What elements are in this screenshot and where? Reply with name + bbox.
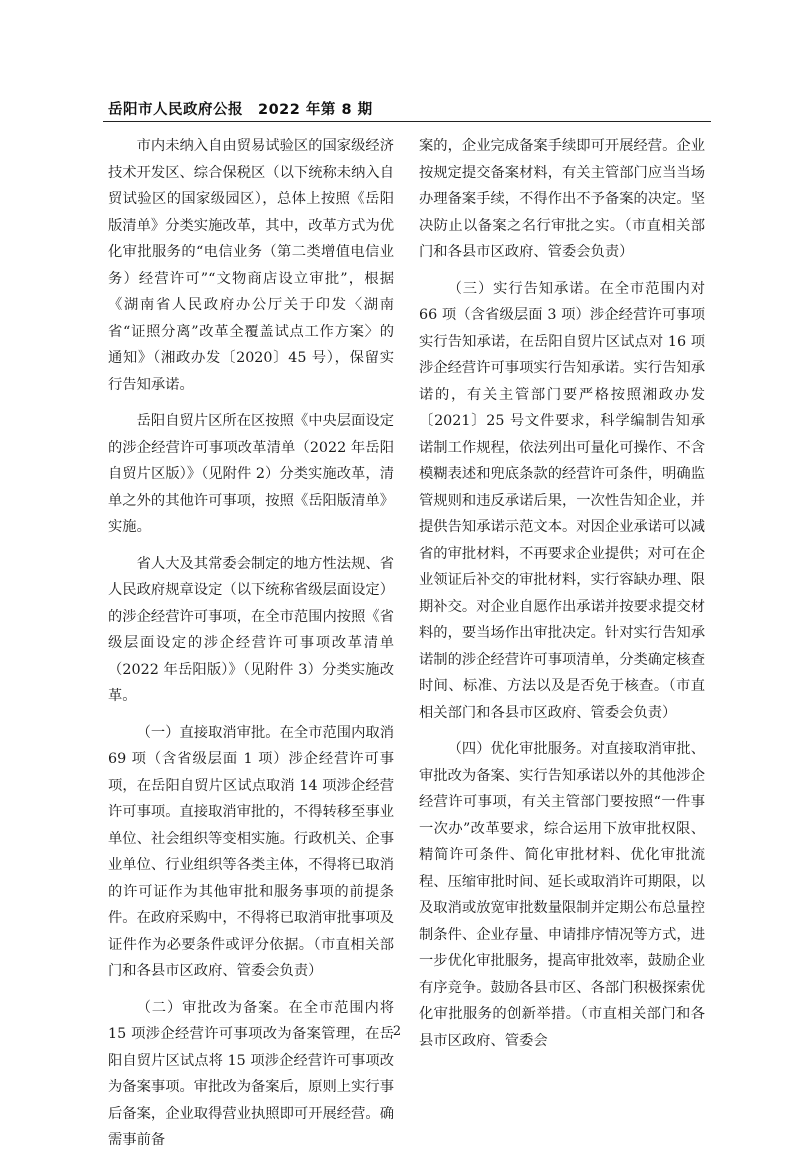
paragraph: 省人大及其常委会制定的地方性法规、省人民政府规章设定（以下统称省级层面设定）的涉企经营许可事项，在全市范围内按照《省级层面设定的涉企经营许可事项改革清单（2022 年岳阳版）》（见附件 3）分类实施改革。	[108, 555, 394, 704]
paragraph: （一）直接取消审批。在全市范围内取消 69 项（含省级层面 1 项）涉企经营许可事项，在岳阳自贸片区试点取消 14 项涉企经营许可事项。直接取消审批的，不得转移至事业单位、社会组织等变相实施。行政机关、企事业单位、行业组织等各类主体，不得将已取消的许可证作为其他审批和服务事项的前提条件。在政府采购中，不得将已取消审批事项及证件作为必要条件或评分依据。（市直相关部门和各县市区政府、管委会负责）	[108, 724, 394, 979]
paragraph: （三）实行告知承诺。在全市范围内对 66 项（含省级层面 3 项）涉企经营许可事项实行告知承诺，在岳阳自贸片区试点对 16 项涉企经营许可事项实行告知承诺。实行告知承诺的，有关主管部门要严格按照湘政办发〔2021〕25 号文件要求，科学编制告知承诺制工作规程，依法列出可量化可操作、不含模糊表述和兜底条款的经营许可条件，明确监管规则和违反承诺后果，一次性告知企业，并提供告知承诺示范文本。对因企业承诺可以减省的审批材料，不再要求企业提供；对可在企业领证后补交的审批材料，实行容缺办理、限期补交。对企业自愿作出承诺并按要求提交材料的，要当场作出审批决定。针对实行告知承诺制的涉企经营许可事项清单，分类确定核查时间、标准、方法以及是否免于核查。（市直相关部门和各县市区政府、管委会负责）	[419, 280, 705, 721]
left-column	[108, 133, 394, 1164]
paragraph: （二）审批改为备案。在全市范围内将 15 项涉企经营许可事项改为备案管理，在岳阳自贸片区试点将 15 项涉企经营许可事项改为备案事项。审批改为备案后，原则上实行事后备案，企业取得营业执照即可开展经营。确需事前备	[108, 999, 394, 1148]
paragraph: 岳阳自贸片区所在区按照《中央层面设定的涉企经营许可事项改革清单（2022 年岳阳自贸片区版）》（见附件 2）分类实施改革，清单之外的其他许可事项，按照《岳阳版清单》实施。	[108, 413, 394, 535]
header-rule	[103, 121, 711, 122]
paragraph-continued: 案的，企业完成备案手续即可开展经营。企业按规定提交备案材料，有关主管部门应当当场办理备案手续，不得作出不予备案的决定。坚决防止以备案之名行审批之实。（市直相关部门和各县市区政府、管委会负责）	[419, 138, 705, 260]
page-number: 2	[392, 1024, 402, 1039]
right-column	[419, 133, 705, 1064]
paragraph: 市内未纳入自由贸易试验区的国家级经济技术开发区、综合保税区（以下统称未纳入自贸试验区的国家级园区），总体上按照《岳阳版清单》分类实施改革，其中，改革方式为优化审批服务的“电信业务（第二类增值电信业务）经营许可”“文物商店设立审批”，根据《湖南省人民政府办公厅关于印发〈湖南省“证照分离”改革全覆盖试点工作方案〉的通知》（湘政办发〔2020〕45 号），保留实行告知承诺。	[108, 138, 394, 393]
paragraph: （四）优化审批服务。对直接取消审批、审批改为备案、实行告知承诺以外的其他涉企经营许可事项，有关主管部门要按照“一件事一次办”改革要求，综合运用下放审批权限、精简许可条件、简化审批材料、优化审批流程、压缩审批时间、延长或取消许可期限，以及取消或放宽审批数量限制并定期公布总量控制条件、企业存量、申请排序情况等方式，进一步优化审批服务，提高审批效率，鼓励企业有序竞争。鼓励各县市区、各部门积极探索优化审批服务的创新举措。（市直相关部门和各县市区政府、管委会	[419, 741, 705, 1049]
page-header: 岳阳市人民政府公报 2022 年第 8 期	[108, 102, 373, 118]
